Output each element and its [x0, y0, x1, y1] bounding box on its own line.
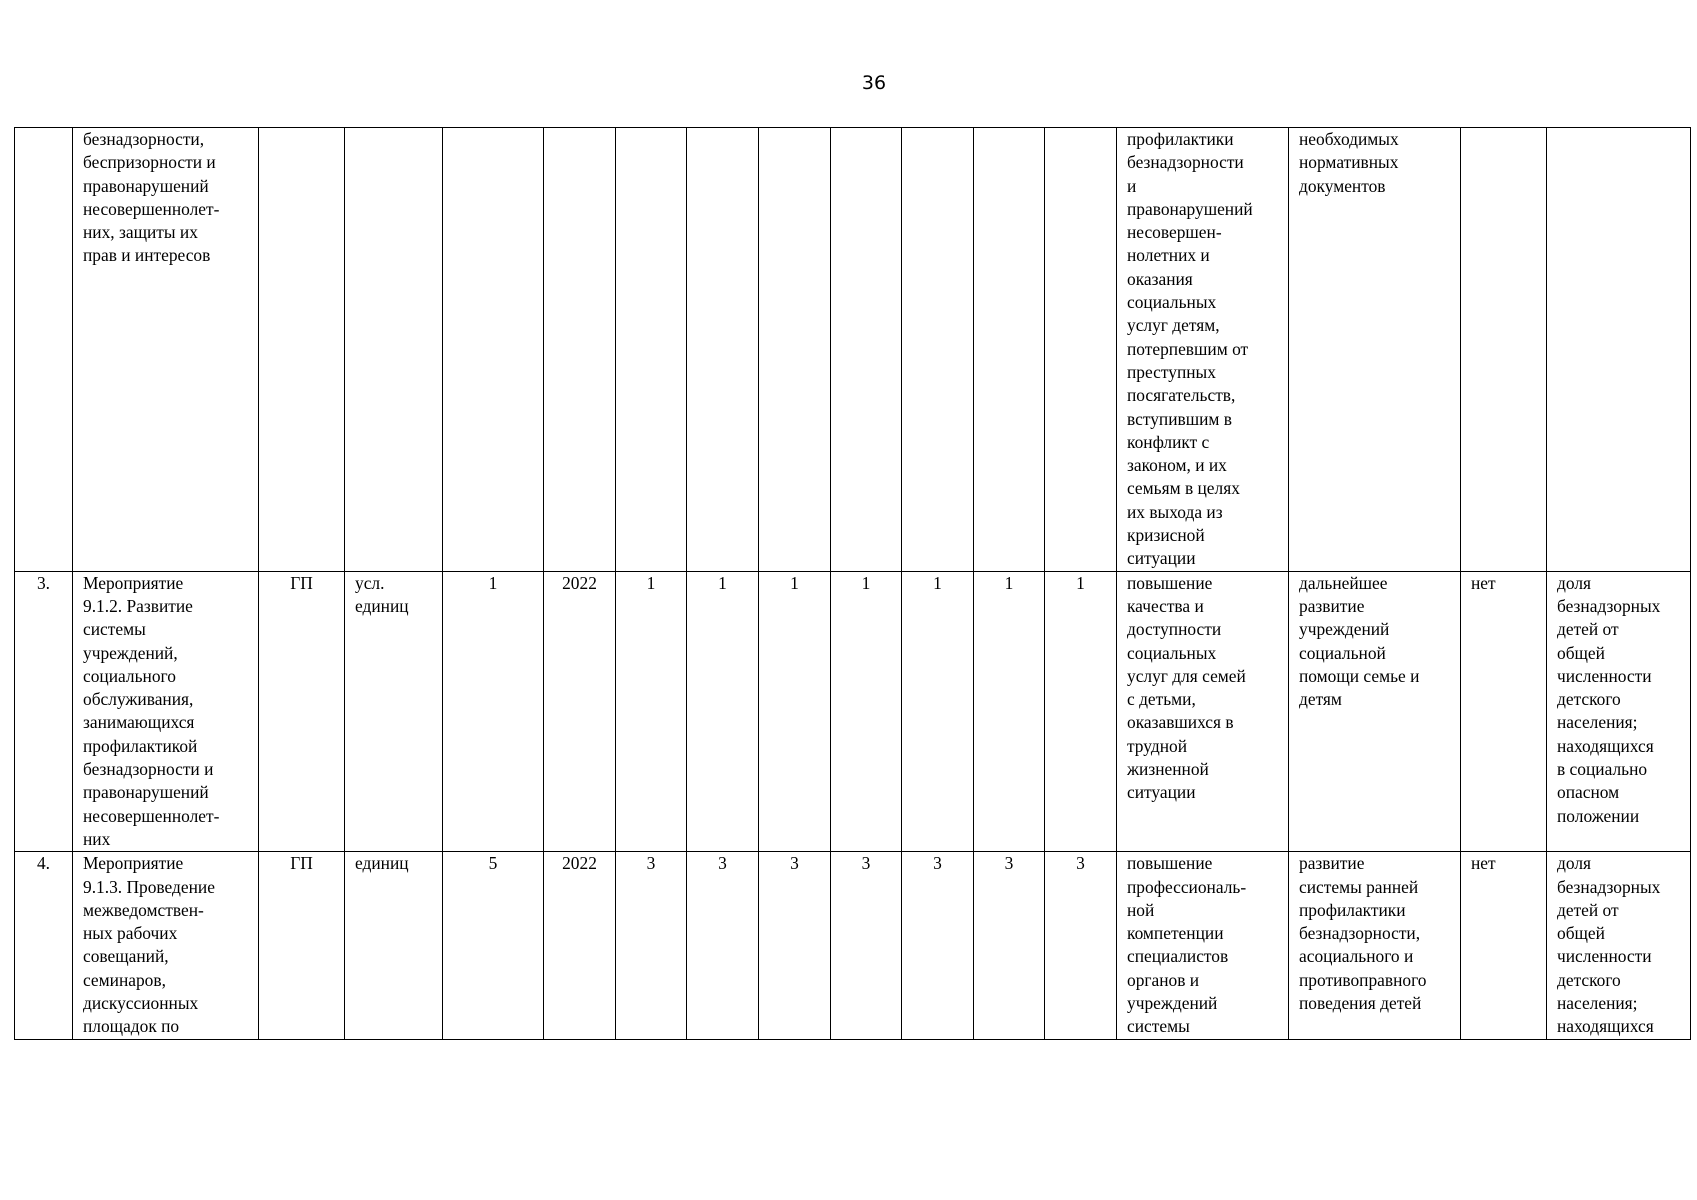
cell-year-value: 1 [974, 571, 1045, 852]
page-number: 36 [861, 72, 887, 94]
cell-year-value [831, 128, 902, 572]
cell-year-value: 1 [759, 571, 831, 852]
cell-year-value: 3 [1045, 852, 1117, 1039]
cell-activity-name: Мероприятие 9.1.2. Развитие системы учреждений, социального обслуживания, занимающихся профилактикой безнадзорности и правонарушений несовершеннолет- них [73, 571, 259, 852]
cell-indicator: доля безнадзорных детей от общей численности детского населения; находящихся в социально опасном положении [1547, 571, 1691, 852]
cell-executor [259, 128, 345, 572]
cell-base-value [443, 128, 544, 572]
cell-year-value: 3 [831, 852, 902, 1039]
cell-year-value: 1 [616, 571, 687, 852]
table-row [15, 571, 1691, 852]
cell-direction: развитие системы ранней профилактики безнадзорности, асоциального и противоправного поведения детей [1289, 852, 1461, 1039]
cell-unit: усл. единиц [345, 571, 443, 852]
table-row [15, 852, 1691, 1039]
cell-year-value [974, 128, 1045, 572]
cell-indicator: доля безнадзорных детей от общей численности детского населения; находящихся [1547, 852, 1691, 1039]
cell-executor: ГП [259, 852, 345, 1039]
cell-year-value: 3 [759, 852, 831, 1039]
cell-year-value [1045, 128, 1117, 572]
cell-executor: ГП [259, 571, 345, 852]
cell-year-value: 3 [687, 852, 759, 1039]
cell-year-value: 3 [974, 852, 1045, 1039]
cell-risk: нет [1461, 571, 1547, 852]
cell-number: 3. [15, 571, 73, 852]
cell-risk: нет [1461, 852, 1547, 1039]
cell-direction: дальнейшее развитие учреждений социальной помощи семье и детям [1289, 571, 1461, 852]
cell-number [15, 128, 73, 572]
cell-base-value: 5 [443, 852, 544, 1039]
cell-year-value: 1 [687, 571, 759, 852]
cell-year-value: 1 [831, 571, 902, 852]
cell-expected-result: повышение профессиональ- ной компетенции специалистов органов и учреждений системы [1117, 852, 1289, 1039]
cell-year-value: 1 [1045, 571, 1117, 852]
cell-base-year: 2022 [544, 571, 616, 852]
cell-risk [1461, 128, 1547, 572]
cell-activity-name: безнадзорности, беспризорности и правонарушений несовершеннолет- них, защиты их прав и интересов [73, 128, 259, 572]
cell-year-value: 3 [616, 852, 687, 1039]
cell-year-value [902, 128, 974, 572]
program-table [14, 127, 1691, 1040]
cell-year-value [687, 128, 759, 572]
cell-indicator [1547, 128, 1691, 572]
cell-direction: необходимых нормативных документов [1289, 128, 1461, 572]
cell-expected-result: профилактики безнадзорности и правонарушений несовершен- нолетних и оказания социальных услуг детям, потерпевшим от преступных посягательств, вступившим в конфликт с законом, и их семьям в целях их выхода из кризисной ситуации [1117, 128, 1289, 572]
cell-year-value: 3 [902, 852, 974, 1039]
cell-number: 4. [15, 852, 73, 1039]
cell-expected-result: повышение качества и доступности социальных услуг для семей с детьми, оказавшихся в трудной жизненной ситуации [1117, 571, 1289, 852]
cell-activity-name: Мероприятие 9.1.3. Проведение межведомствен- ных рабочих совещаний, семинаров, дискуссионных площадок по [73, 852, 259, 1039]
cell-unit: единиц [345, 852, 443, 1039]
cell-unit [345, 128, 443, 572]
table-row [15, 128, 1691, 572]
cell-year-value [759, 128, 831, 572]
cell-base-year: 2022 [544, 852, 616, 1039]
cell-base-value: 1 [443, 571, 544, 852]
cell-base-year [544, 128, 616, 572]
cell-year-value: 1 [902, 571, 974, 852]
cell-year-value [616, 128, 687, 572]
